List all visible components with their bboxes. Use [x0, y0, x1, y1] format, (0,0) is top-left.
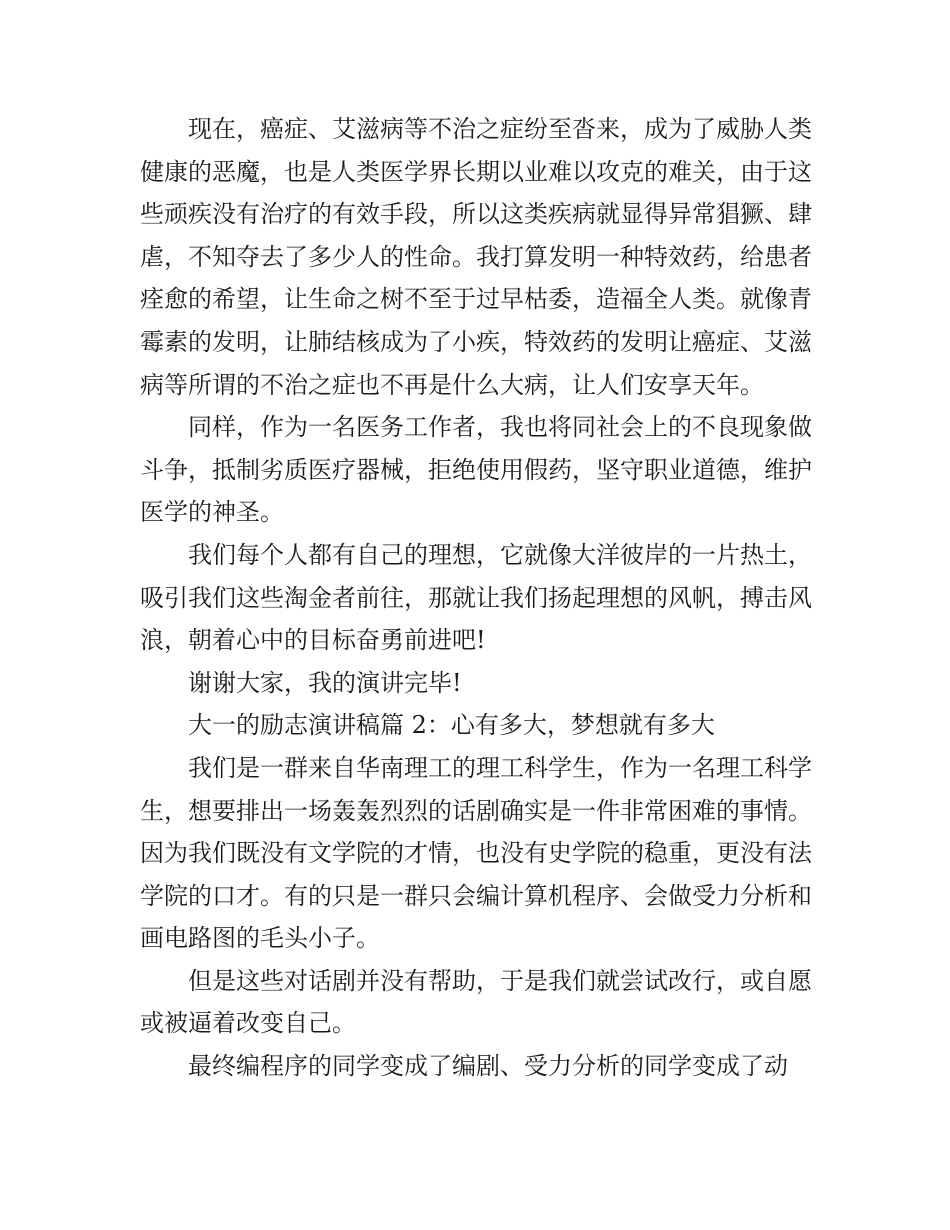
paragraph-ideals: 我们每个人都有自己的理想，它就像大洋彼岸的一片热土，吸引我们这些淘金者前往，那就让我们扬起理想的风帆，搏击风浪，朝着心中的目标奋勇前进吧!: [140, 540, 812, 655]
document-body: [140, 108, 812, 1088]
paragraph-engineering-students: 我们是一群来自华南理工的理工科学生，作为一名理工科学生，想要排出一场轰轰烈烈的话剧确实是一件非常困难的事情。因为我们既没有文学院的才情，也没有史学院的稳重，更没有法学院的口才。有的只是一群只会编计算机程序、会做受力分析和画电路图的毛头小子。: [140, 753, 812, 953]
paragraph-thanks: 谢谢大家，我的演讲完毕!: [188, 668, 462, 697]
paragraph-change-career: 但是这些对话剧并没有帮助，于是我们就尝试改行，或自愿或被逼着改变自己。: [140, 966, 812, 1038]
paragraph-cancer-medicine: 现在，癌症、艾滋病等不治之症纷至沓来，成为了威胁人类健康的恶魔，也是人类医学界长期以业难以攻克的难关，由于这些顽疾没有治疗的有效手段，所以这类疾病就显得异常猖獗、肆虐，不知夺去了多少人的性命。我打算发明一种特效药，给患者痊愈的希望，让生命之树不至于过早枯委，造福全人类。就像青霉素的发明，让肺结核成为了小疾，特效药的发明让癌症、艾滋病等所谓的不治之症也不再是什么大病，让人们安享天年。: [140, 115, 812, 399]
paragraph-medical-ethics: 同样，作为一名医务工作者，我也将同社会上的不良现象做斗争，抵制劣质医疗器械，拒绝使用假药，坚守职业道德，维护医学的神圣。: [140, 413, 812, 527]
section-heading: 大一的励志演讲稿篇 2：心有多大，梦想就有多大: [188, 711, 715, 740]
paragraph-final-roles: 最终编程序的同学变成了编剧、受力分析的同学变成了动: [188, 1052, 788, 1081]
